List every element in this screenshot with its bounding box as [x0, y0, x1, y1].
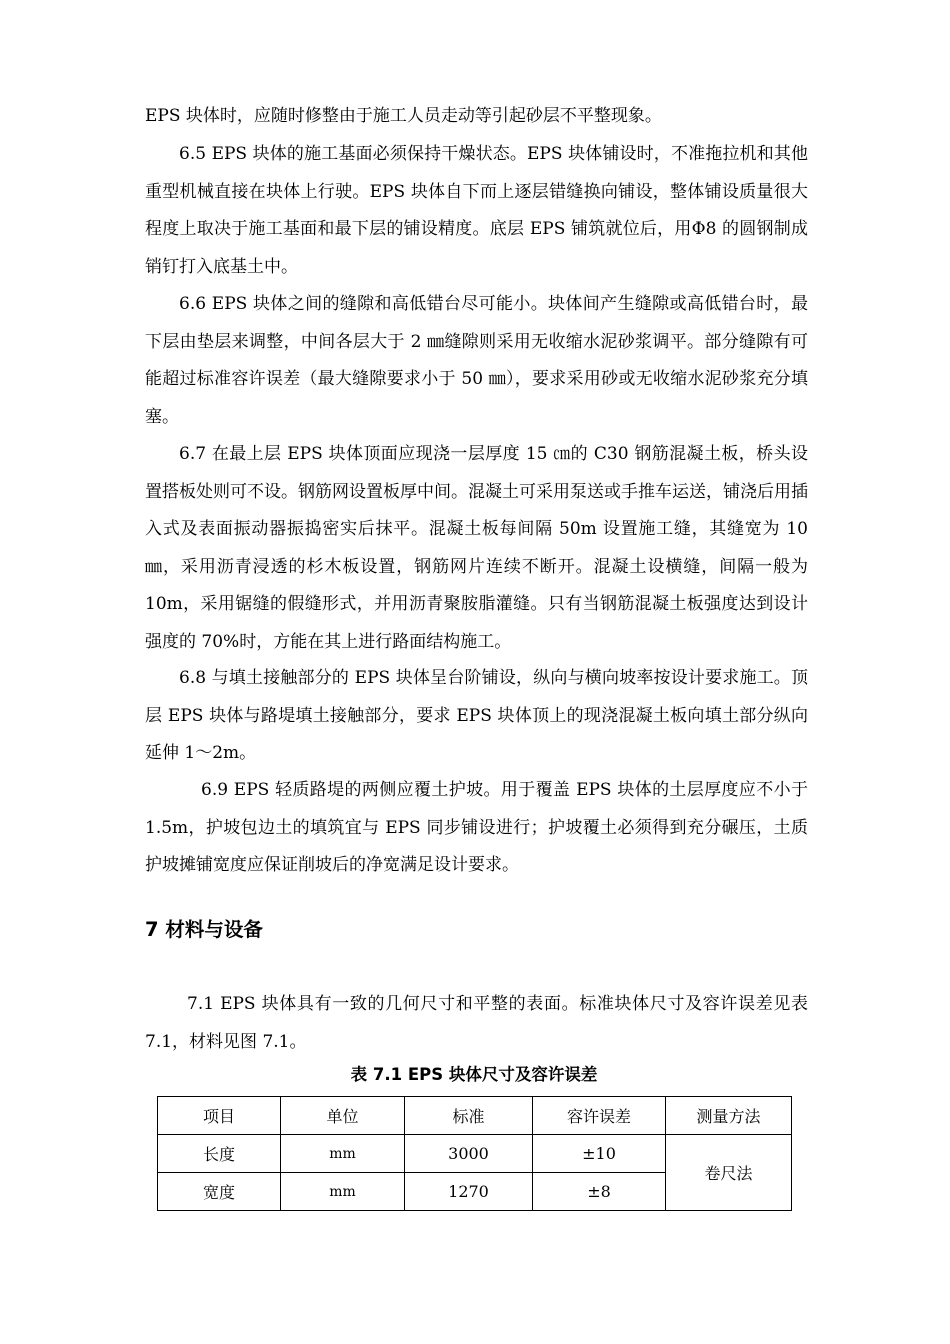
paragraph-6-8: 6.8 与填土接触部分的 EPS 块体呈台阶铺设，纵向与横向坡率按设计要求施工。顶层 EPS 块体与路堤填土接触部分，要求 EPS 块体顶上的现浇混凝土板向填土部分纵向延伸 1～2m。 — [145, 668, 808, 763]
paragraph-6-5: 6.5 EPS 块体的施工基面必须保持干燥状态。EPS 块体铺设时，不准拖拉机和其他重型机械直接在块体上行驶。EPS 块体自下而上逐层错缝换向铺设，整体铺设质量很大程度上取决于施工基面和最下层的铺设精度。底层 EPS 铺筑就位后，用Φ8 的圆钢制成销钉打入底基土中。 — [145, 144, 808, 277]
table-header-row — [158, 1097, 792, 1135]
table-cell: 长度 — [158, 1135, 281, 1173]
table-caption: 表 7.1 EPS 块体尺寸及容许误差 — [350, 1065, 598, 1084]
table-cell: ±10 — [533, 1135, 666, 1173]
table-cell: mm — [281, 1173, 405, 1211]
eps-size-tolerance-table — [157, 1096, 792, 1211]
table-header-cell: 测量方法 — [666, 1097, 792, 1135]
paragraph-6-6: 6.6 EPS 块体之间的缝隙和高低错台尽可能小。块体间产生缝隙或高低错台时，最下层由垫层来调整，中间各层大于 2 ㎜缝隙则采用无收缩水泥砂浆调平。部分缝隙有可能超过标准容许误差（最大缝隙要求小于 50 ㎜），要求采用砂或无收缩水泥砂浆充分填塞。 — [145, 294, 808, 427]
section-heading: 7 材料与设备 — [145, 918, 263, 941]
table-cell: 宽度 — [158, 1173, 281, 1211]
paragraph-eps-sand-layer: EPS 块体时，应随时修整由于施工人员走动等引起砂层不平整现象。 — [145, 106, 662, 126]
paragraph-6-9: 6.9 EPS 轻质路堤的两侧应覆土护坡。用于覆盖 EPS 块体的土层厚度应不小于 1.5m，护坡包边土的填筑宜与 EPS 同步铺设进行；护坡覆土必须得到充分碾压，土质护坡摊铺宽度应保证削坡后的净宽满足设计要求。 — [145, 780, 808, 875]
table-header-cell: 单位 — [281, 1097, 405, 1135]
table-cell: 1270 — [405, 1173, 533, 1211]
table-row — [158, 1135, 792, 1173]
measurement-method-cell: 卷尺法 — [666, 1135, 792, 1211]
table-cell: mm — [281, 1135, 405, 1173]
paragraph-7-1: 7.1 EPS 块体具有一致的几何尺寸和平整的表面。标准块体尺寸及容许误差见表 7.1，材料见图 7.1。 — [145, 994, 808, 1052]
paragraph-6-7: 6.7 在最上层 EPS 块体顶面应现浇一层厚度 15 ㎝的 C30 钢筋混凝土板，桥头设置搭板处则可不设。钢筋网设置板厚中间。混凝土可采用泵送或手推车运送，铺浇后用插入式及表面振动器振捣密实后抹平。混凝土板每间隔 50m 设置施工缝，其缝宽为 10 ㎜，采用沥青浸透的杉木板设置，钢筋网片连续不断开。混凝土设横缝，间隔一般为10m，采用锯缝的假缝形式，并用沥青聚胺脂灌缝。只有当钢筋混凝土板强度达到设计强度的 70%时，方能在其上进行路面结构施工。 — [145, 444, 808, 652]
table-header-cell: 标准 — [405, 1097, 533, 1135]
table-cell: 3000 — [405, 1135, 533, 1173]
table-header-cell: 项目 — [158, 1097, 281, 1135]
table-header-cell: 容许误差 — [533, 1097, 666, 1135]
table-cell: ±8 — [533, 1173, 666, 1211]
